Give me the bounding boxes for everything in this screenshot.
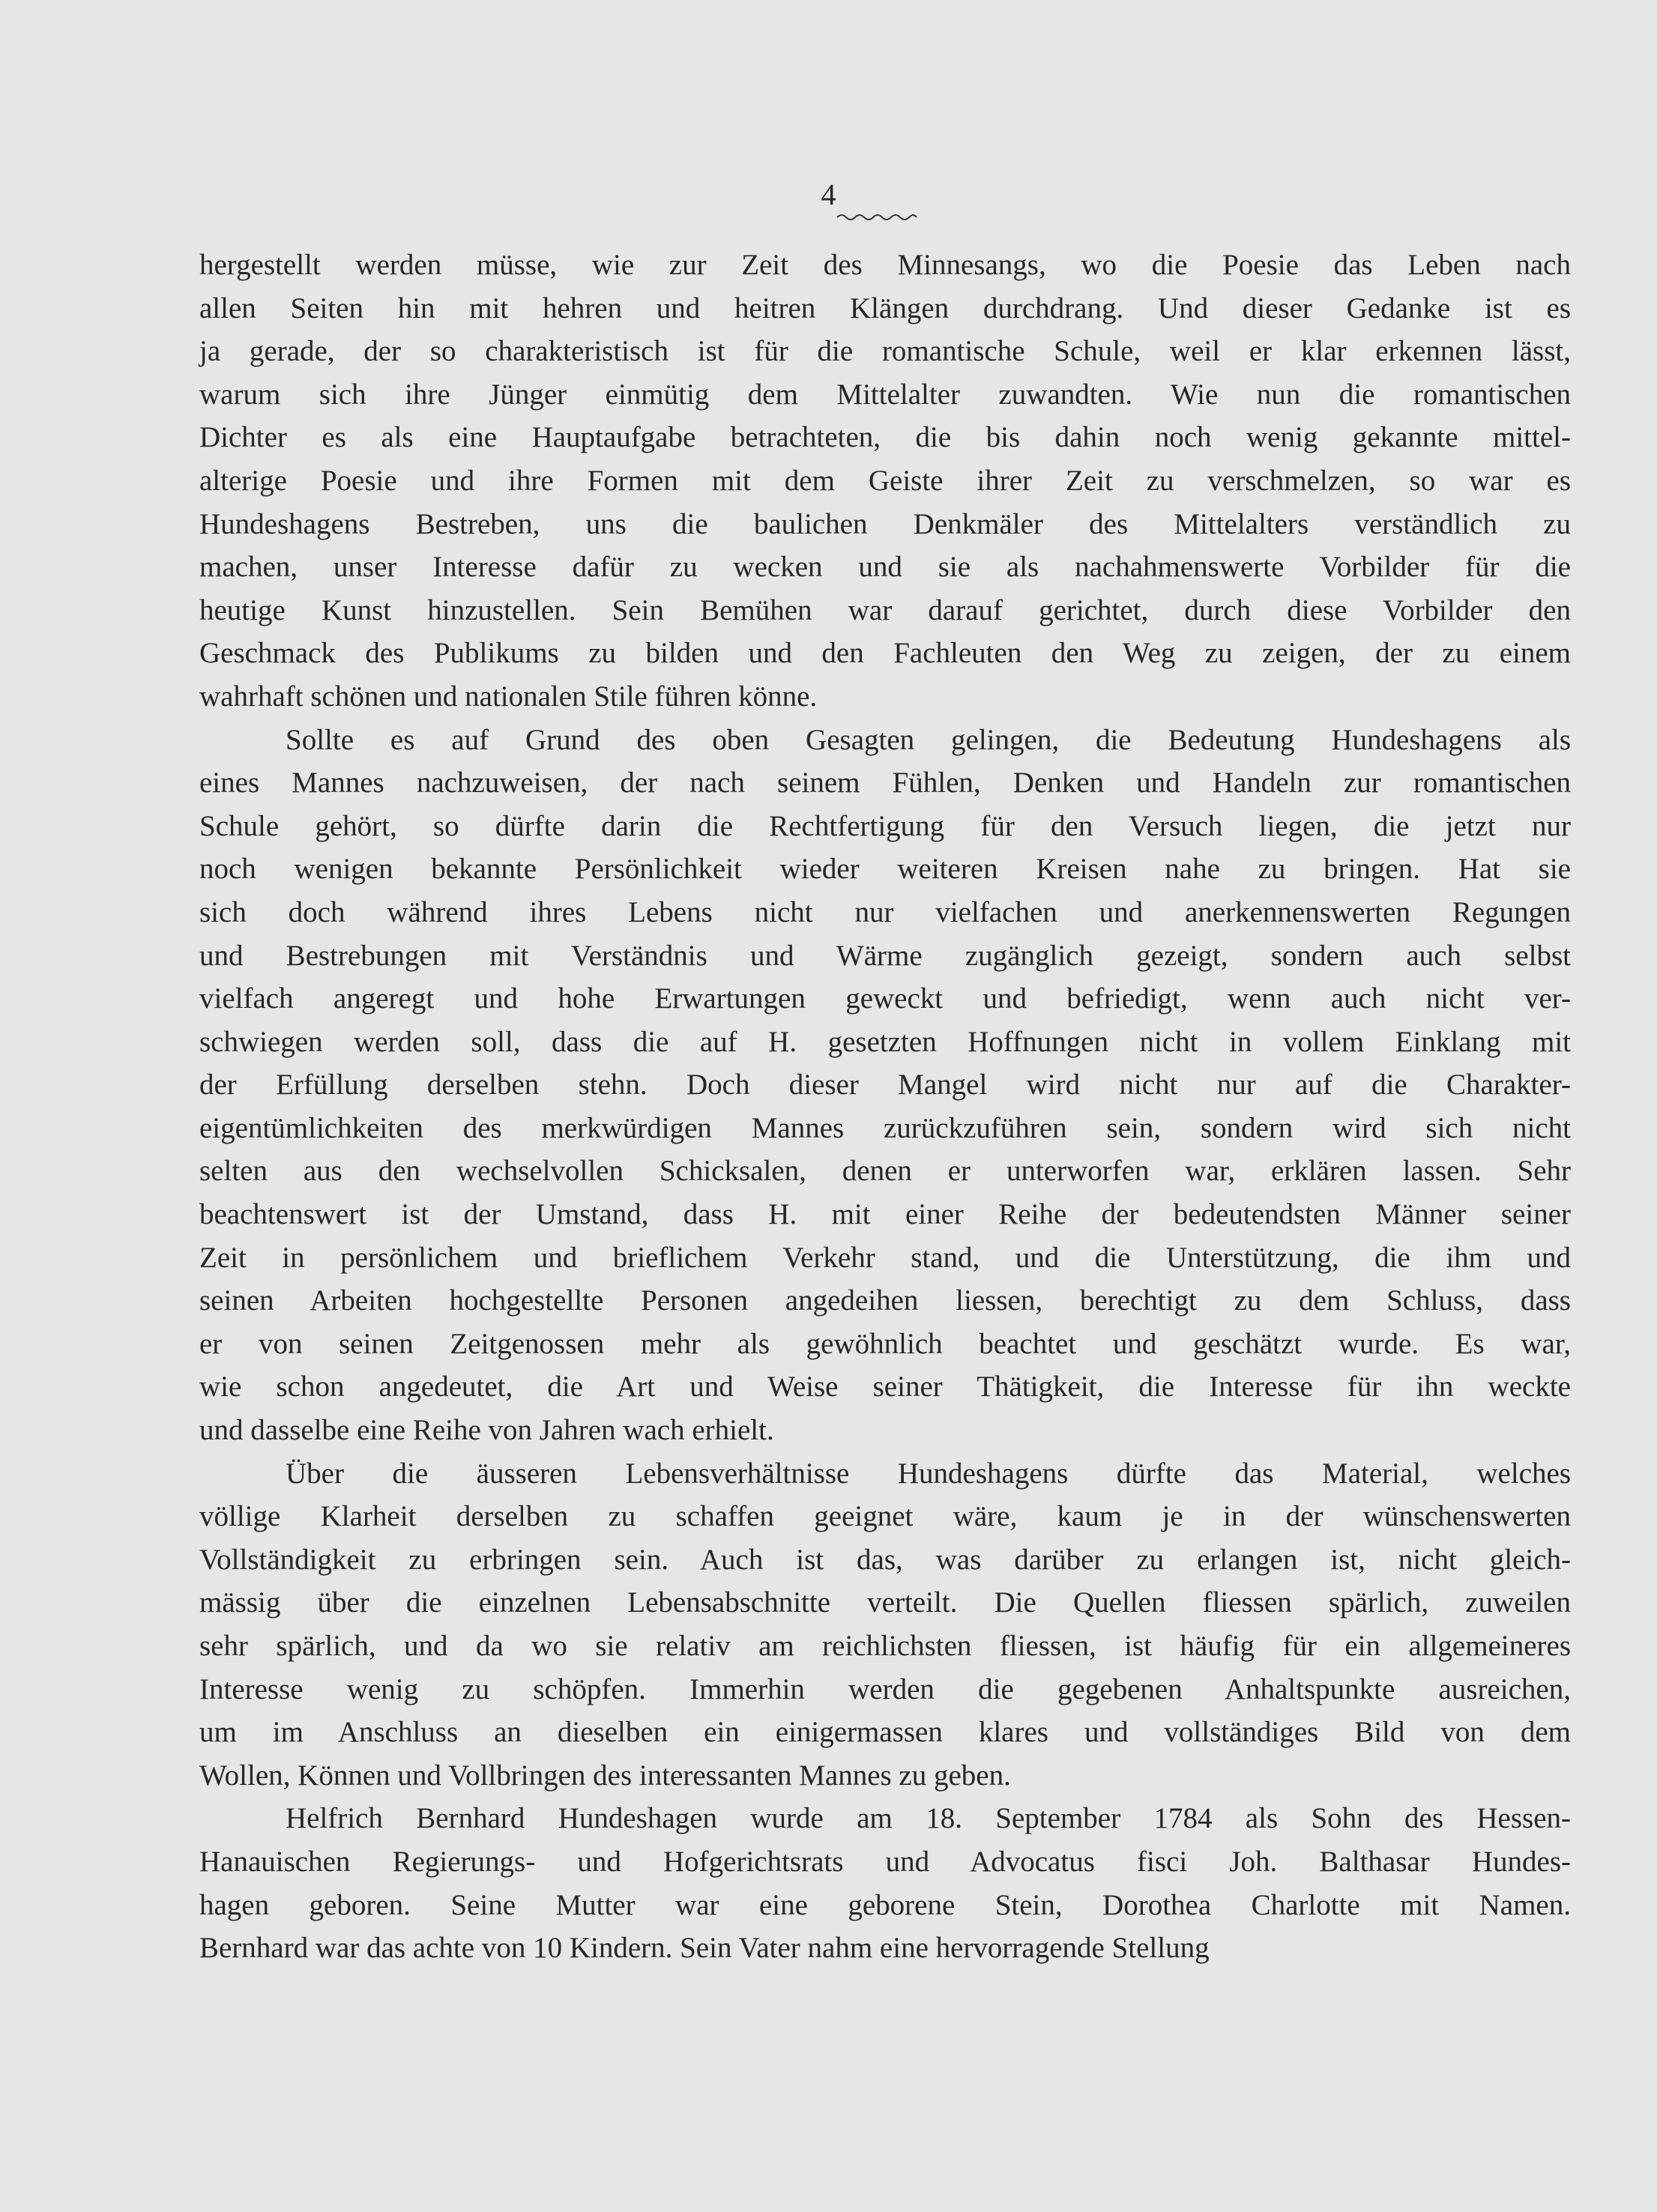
text-line: und dasselbe eine Reihe von Jahren wach erhielt. [199,1414,774,1447]
paragraph [199,1452,1571,1798]
text-line: eines Mannes nachzuweisen, der nach seinem Fühlen, Denken und Handeln zur romantischen [199,767,1571,800]
text-line: Über die äusseren Lebensverhältnisse Hundeshagens dürfte das Material, welches [286,1457,1571,1490]
text-line: machen, unser Interesse dafür zu wecken und sie als nachahmenswerte Vorbilder für die [199,551,1571,584]
text-line: Hanauischen Regierungs- und Hofgerichtsrats und Advocatus fisci Joh. Balthasar Hundes- [199,1845,1571,1878]
text-line: seinen Arbeiten hochgestellte Personen angedeihen liessen, berechtigt zu dem Schluss, dass [199,1284,1571,1317]
text-line: wie schon angedeutet, die Art und Weise seiner Thätigkeit, die Interesse für ihn weckte [199,1371,1571,1403]
text-line: selten aus den wechselvollen Schicksalen, denen er unterworfen war, erklären lassen. Sehr [199,1155,1571,1188]
text-line: völlige Klarheit derselben zu schaffen geeignet wäre, kaum je in der wünschenswerten [199,1500,1571,1533]
text-line: eigentümlichkeiten des merkwürdigen Mannes zurückzuführen sein, sondern wird sich nicht [199,1111,1571,1144]
text-line: mässig über die einzelnen Lebensabschnitte verteilt. Die Quellen fliessen spärlich, zuweilen [199,1586,1571,1619]
page-number: 4 [821,178,836,211]
text-line: noch wenigen bekannte Persönlichkeit wieder weiteren Kreisen nahe zu bringen. Hat sie [199,853,1571,886]
text-line: Zeit in persönlichem und brieflichem Verkehr stand, und die Unterstützung, die ihm und [199,1241,1571,1274]
text-line: Hundeshagens Bestreben, uns die baulichen Denkmäler des Mittelalters verständlich zu [199,507,1571,540]
text-line: hagen geboren. Seine Mutter war eine geborene Stein, Dorothea Charlotte mit Namen. [199,1888,1571,1921]
text-line: Interesse wenig zu schöpfen. Immerhin werden die gegebenen Anhaltspunkte ausreichen, [199,1672,1571,1705]
text-line: der Erfüllung derselben stehn. Doch dieser Mangel wird nicht nur auf die Charakter- [199,1069,1571,1102]
text-line: und Bestrebungen mit Verständnis und Wärme zugänglich gezeigt, sondern auch selbst [199,939,1571,972]
text-line: Helfrich Bernhard Hundeshagen wurde am 18. September 1784 als Sohn des Hessen- [286,1802,1571,1835]
text-line: alterige Poesie und ihre Formen mit dem Geiste ihrer Zeit zu verschmelzen, so war es [199,464,1571,497]
text-line: heutige Kunst hinzustellen. Sein Bemühen war darauf gerichtet, durch diese Vorbilder den [199,593,1571,626]
text-line: schwiegen werden soll, dass die auf H. gesetzten Hoffnungen nicht in vollem Einklang mit [199,1025,1571,1058]
text-line: Vollständigkeit zu erbringen sein. Auch ist das, was darüber zu erlangen ist, nicht gleich- [199,1543,1571,1576]
text-line: wahrhaft schönen und nationalen Stile führen könne. [199,680,818,713]
text-line: Dichter es als eine Hauptaufgabe betrachteten, die bis dahin noch wenig gekannte mittel- [199,421,1571,454]
text-line: Sollte es auf Grund des oben Gesagten gelingen, die Bedeutung Hundeshagens als [286,723,1571,756]
paragraph [199,1797,1571,1969]
text-line: um im Anschluss an dieselben ein einigermassen klares und vollständiges Bild von dem [199,1716,1571,1749]
text-line: vielfach angeregt und hohe Erwartungen geweckt und befriedigt, wenn auch nicht ver- [199,982,1571,1015]
paragraph [199,244,1571,719]
text-line: Geschmack des Publikums zu bilden und den Fachleuten den Weg zu zeigen, der zu einem [199,637,1571,670]
text-line: Wollen, Können und Vollbringen des interessanten Mannes zu geben. [199,1759,1011,1792]
text-line: warum sich ihre Jünger einmütig dem Mittelalter zuwandten. Wie nun die romantischen [199,378,1571,411]
text-line: allen Seiten hin mit hehren und heitren Klängen durchdrang. Und dieser Gedanke ist es [199,291,1571,324]
text-line: sich doch während ihres Lebens nicht nur vielfachen und anerkennenswerten Regungen [199,895,1571,928]
text-line: ja gerade, der so charakteristisch ist für die romantische Schule, weil er klar erkennen lässt, [199,335,1571,368]
text-line: Schule gehört, so dürfte darin die Rechtfertigung für den Versuch liegen, die jetzt nur [199,809,1571,842]
paragraph [199,719,1571,1452]
body-text [199,244,1571,1970]
text-line: sehr spärlich, und da wo sie relativ am reichlichsten fliessen, ist häufig für ein allgemeineres [199,1630,1571,1662]
text-line: Bernhard war das achte von 10 Kindern. Sein Vater nahm eine hervorragende Stellung [199,1932,1210,1965]
text-line: er von seinen Zeitgenossen mehr als gewöhnlich beachtet und geschätzt wurde. Es war, [199,1327,1571,1360]
page-number-ornament [836,210,918,222]
text-line: beachtenswert ist der Umstand, dass H. mit einer Reihe der bedeutendsten Männer seiner [199,1198,1571,1231]
text-line: hergestellt werden müsse, wie zur Zeit des Minnesangs, wo die Poesie das Leben nach [199,249,1571,281]
